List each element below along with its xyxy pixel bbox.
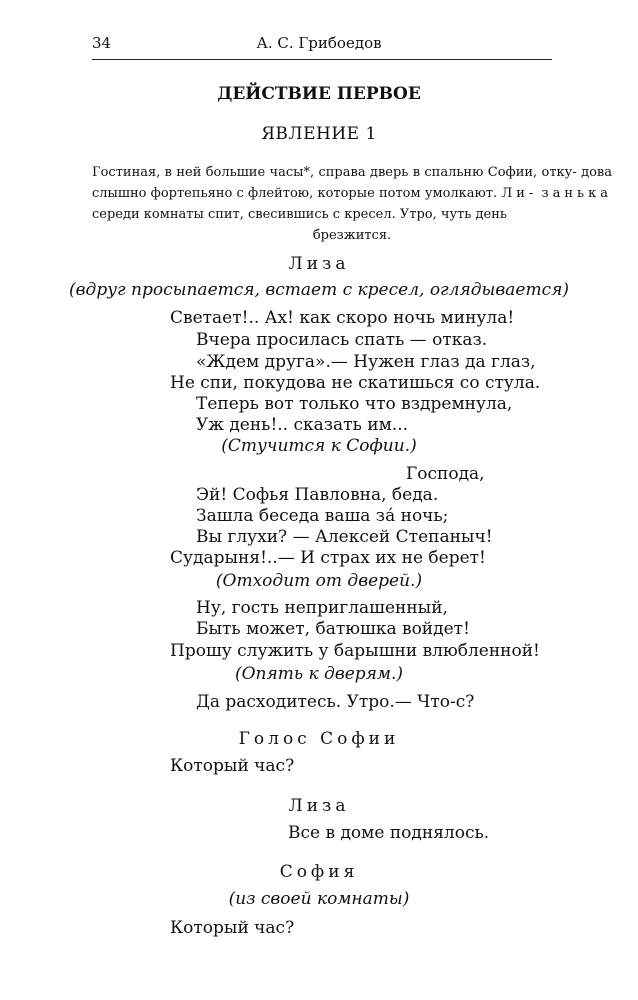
speaker-sofia: София [279, 862, 359, 882]
header-rule [92, 59, 552, 60]
stage-direction: (Отходит от дверей.) [215, 571, 423, 591]
verse-line: Прошу служить у барышни влюбленной! [170, 641, 540, 661]
stage-description [92, 162, 612, 246]
verse-line: Зашла беседа ваша за́ ночь; [196, 506, 449, 526]
verse-line: Теперь вот только что вздремнула, [196, 394, 513, 414]
stage-desc-line-3a: занька [541, 186, 613, 201]
speaker-liza: Лиза [288, 796, 350, 816]
verse-line: Светает!.. Ах! как скоро ночь минула! [170, 308, 515, 328]
stage-direction: (Опять к дверям.) [234, 664, 404, 684]
verse-line: Который час? [170, 756, 295, 776]
verse-line: Не спи, покудова не скатишься со стула. [170, 373, 541, 393]
page-number: 34 [92, 34, 112, 52]
stage-desc-line-2a: дова слышно фортепьяно с флейтою, которые потом умолкают. [92, 165, 612, 201]
stage-direction: (Стучится к Софии.) [221, 436, 417, 456]
stage-desc-line-1: Гостиная, в ней большие часы*, справа дверь в спальню Софии, отку- [92, 165, 577, 180]
stage-direction: (вдруг просыпается, встает с кресел, оглядывается) [69, 280, 569, 300]
verse-line: Ну, гость неприглашенный, [196, 598, 448, 618]
verse-line: Вы глухи? — Алексей Степаныч! [196, 527, 493, 547]
verse-line: Да расходитесь. Утро.— Что-с? [196, 692, 475, 712]
speaker-liza: Лиза [288, 254, 350, 274]
verse-line: Уж день!.. сказать им... [196, 415, 409, 435]
speaker-sofia-voice: Голос Софии [238, 729, 400, 749]
stage-direction: (из своей комнаты) [228, 889, 410, 909]
verse-line: «Ждем друга».— Нужен глаз да глаз, [196, 352, 536, 372]
act-title: ДЕЙСТВИЕ ПЕРВОЕ [217, 84, 421, 104]
verse-line: Который час? [170, 918, 295, 938]
verse-line: Вчера просилась спать — отказ. [196, 330, 488, 350]
verse-line: Эй! Софья Павловна, беда. [196, 485, 439, 505]
verse-line: Все в доме поднялось. [288, 823, 490, 843]
running-head: А. С. Грибоедов [256, 34, 382, 52]
verse-line: Господа, [406, 464, 485, 484]
stage-desc-line-4: брезжится. [312, 228, 392, 243]
stage-desc-line-2b: Ли- [501, 186, 538, 201]
scene-title: ЯВЛЕНИЕ 1 [261, 124, 377, 144]
verse-line: Быть может, батюшка войдет! [196, 619, 470, 639]
stage-desc-line-3b: середи комнаты спит, свесившись с кресел. Утро, чуть день [92, 207, 507, 222]
verse-line: Сударыня!..— И страх их не берет! [170, 548, 486, 568]
